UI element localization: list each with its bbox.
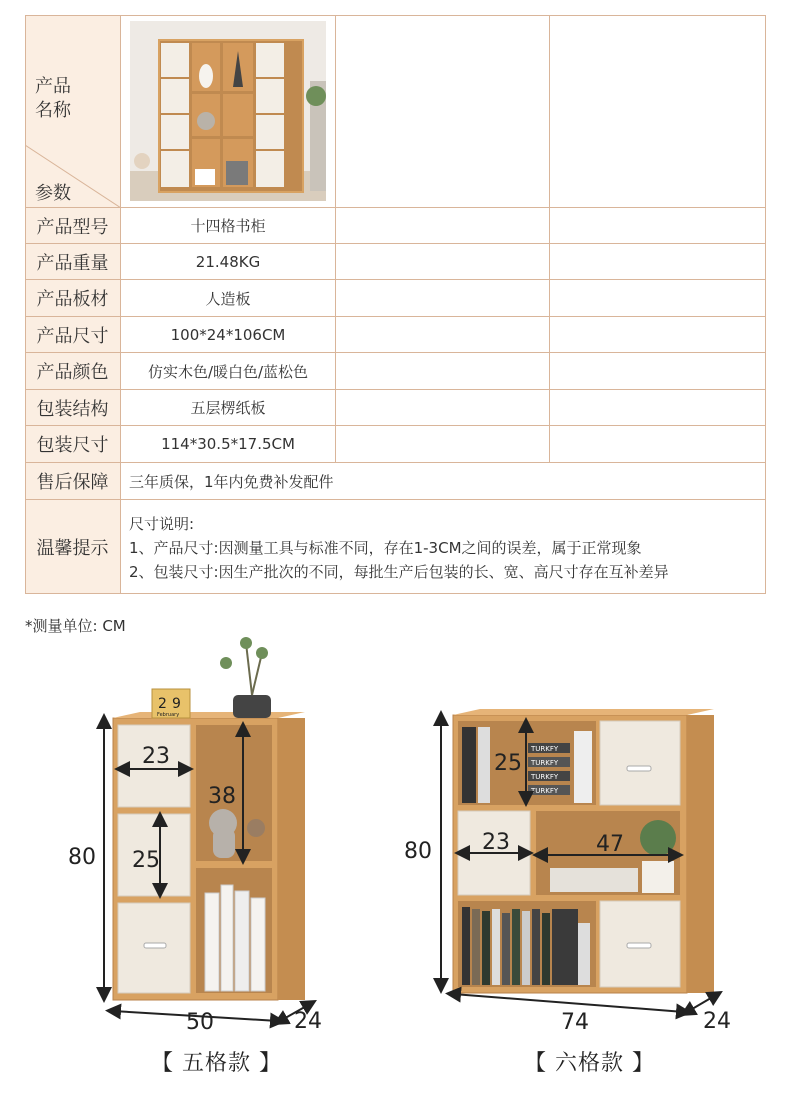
- row-empty: [336, 208, 550, 244]
- six-height: 80: [404, 839, 432, 864]
- header-cell: [25, 15, 121, 208]
- header-product-name: 产品 名称: [35, 76, 71, 121]
- aftersale-label: 售后保障: [25, 463, 121, 500]
- row-empty: [336, 353, 550, 390]
- header-params: 参数: [35, 183, 71, 204]
- book-title: TURKFY: [531, 759, 559, 767]
- row-empty: [550, 353, 766, 390]
- row-empty: [550, 244, 766, 280]
- six-depth: 24: [703, 1009, 731, 1034]
- row-empty: [336, 280, 550, 317]
- six-inner-height: 25: [494, 751, 522, 776]
- aftersale-value: 三年质保，1年内免费补发配件: [121, 463, 766, 500]
- six-width: 74: [561, 1010, 589, 1035]
- row-empty: [550, 390, 766, 426]
- five-inner-height-2: 25: [132, 848, 160, 873]
- dimension-diagrams: [0, 623, 790, 1103]
- book-title: TURKFY: [531, 773, 559, 781]
- six-inner-width-2: 47: [596, 832, 624, 857]
- book-title: TURKFY: [531, 787, 559, 795]
- row-label: 包装尺寸: [25, 426, 121, 463]
- calendar-digit: 2: [158, 696, 167, 712]
- row-label: 产品板材: [25, 280, 121, 317]
- row-value: 100*24*106CM: [121, 317, 336, 353]
- row-empty: [336, 317, 550, 353]
- row-empty: [550, 317, 766, 353]
- tips-line: 尺寸说明:: [129, 515, 195, 533]
- five-height: 80: [68, 845, 96, 870]
- row-empty: [550, 208, 766, 244]
- product-photo-cell: [121, 15, 336, 208]
- book-title: TURKFY: [531, 745, 559, 753]
- tips-value: [121, 500, 766, 594]
- five-inner-width: 23: [142, 744, 170, 769]
- shelf-illustration: [158, 39, 304, 193]
- unit-note: *测量单位: CM: [25, 617, 126, 635]
- five-inner-height: 38: [208, 784, 236, 809]
- empty-col-4: [550, 15, 766, 208]
- five-width: 50: [186, 1010, 214, 1035]
- row-label: 产品尺寸: [25, 317, 121, 353]
- row-empty: [550, 280, 766, 317]
- five-cell-cabinet: [113, 637, 305, 1000]
- empty-col-3: [336, 15, 550, 208]
- tips-line: 1、产品尺寸:因测量工具与标准不同，存在1-3CM之间的误差，属于正常现象: [129, 539, 642, 557]
- calendar-digit: 9: [172, 696, 181, 712]
- row-empty: [336, 390, 550, 426]
- product-photo: [130, 21, 326, 201]
- tips-label: 温馨提示: [25, 500, 121, 594]
- row-label: 包装结构: [25, 390, 121, 426]
- spec-table: [25, 15, 766, 594]
- tips-line: 2、包装尺寸:因生产批次的不同，每批生产后包装的长、宽、高尺寸存在互补差异: [129, 563, 669, 581]
- row-value: 五层楞纸板: [121, 390, 336, 426]
- row-value: 十四格书柜: [121, 208, 336, 244]
- calendar-month: February: [157, 712, 180, 718]
- row-value: 人造板: [121, 280, 336, 317]
- six-cell-caption: 【 六格款 】: [524, 1051, 655, 1076]
- five-cell-caption: 【 五格款 】: [151, 1051, 282, 1076]
- row-value: 仿实木色/暖白色/蓝松色: [121, 353, 336, 390]
- six-inner-width: 23: [482, 830, 510, 855]
- row-label: 产品颜色: [25, 353, 121, 390]
- row-value: 21.48KG: [121, 244, 336, 280]
- row-label: 产品型号: [25, 208, 121, 244]
- row-empty: [336, 426, 550, 463]
- row-empty: [550, 426, 766, 463]
- row-label: 产品重量: [25, 244, 121, 280]
- row-empty: [336, 244, 550, 280]
- five-depth: 24: [294, 1009, 322, 1034]
- row-value: 114*30.5*17.5CM: [121, 426, 336, 463]
